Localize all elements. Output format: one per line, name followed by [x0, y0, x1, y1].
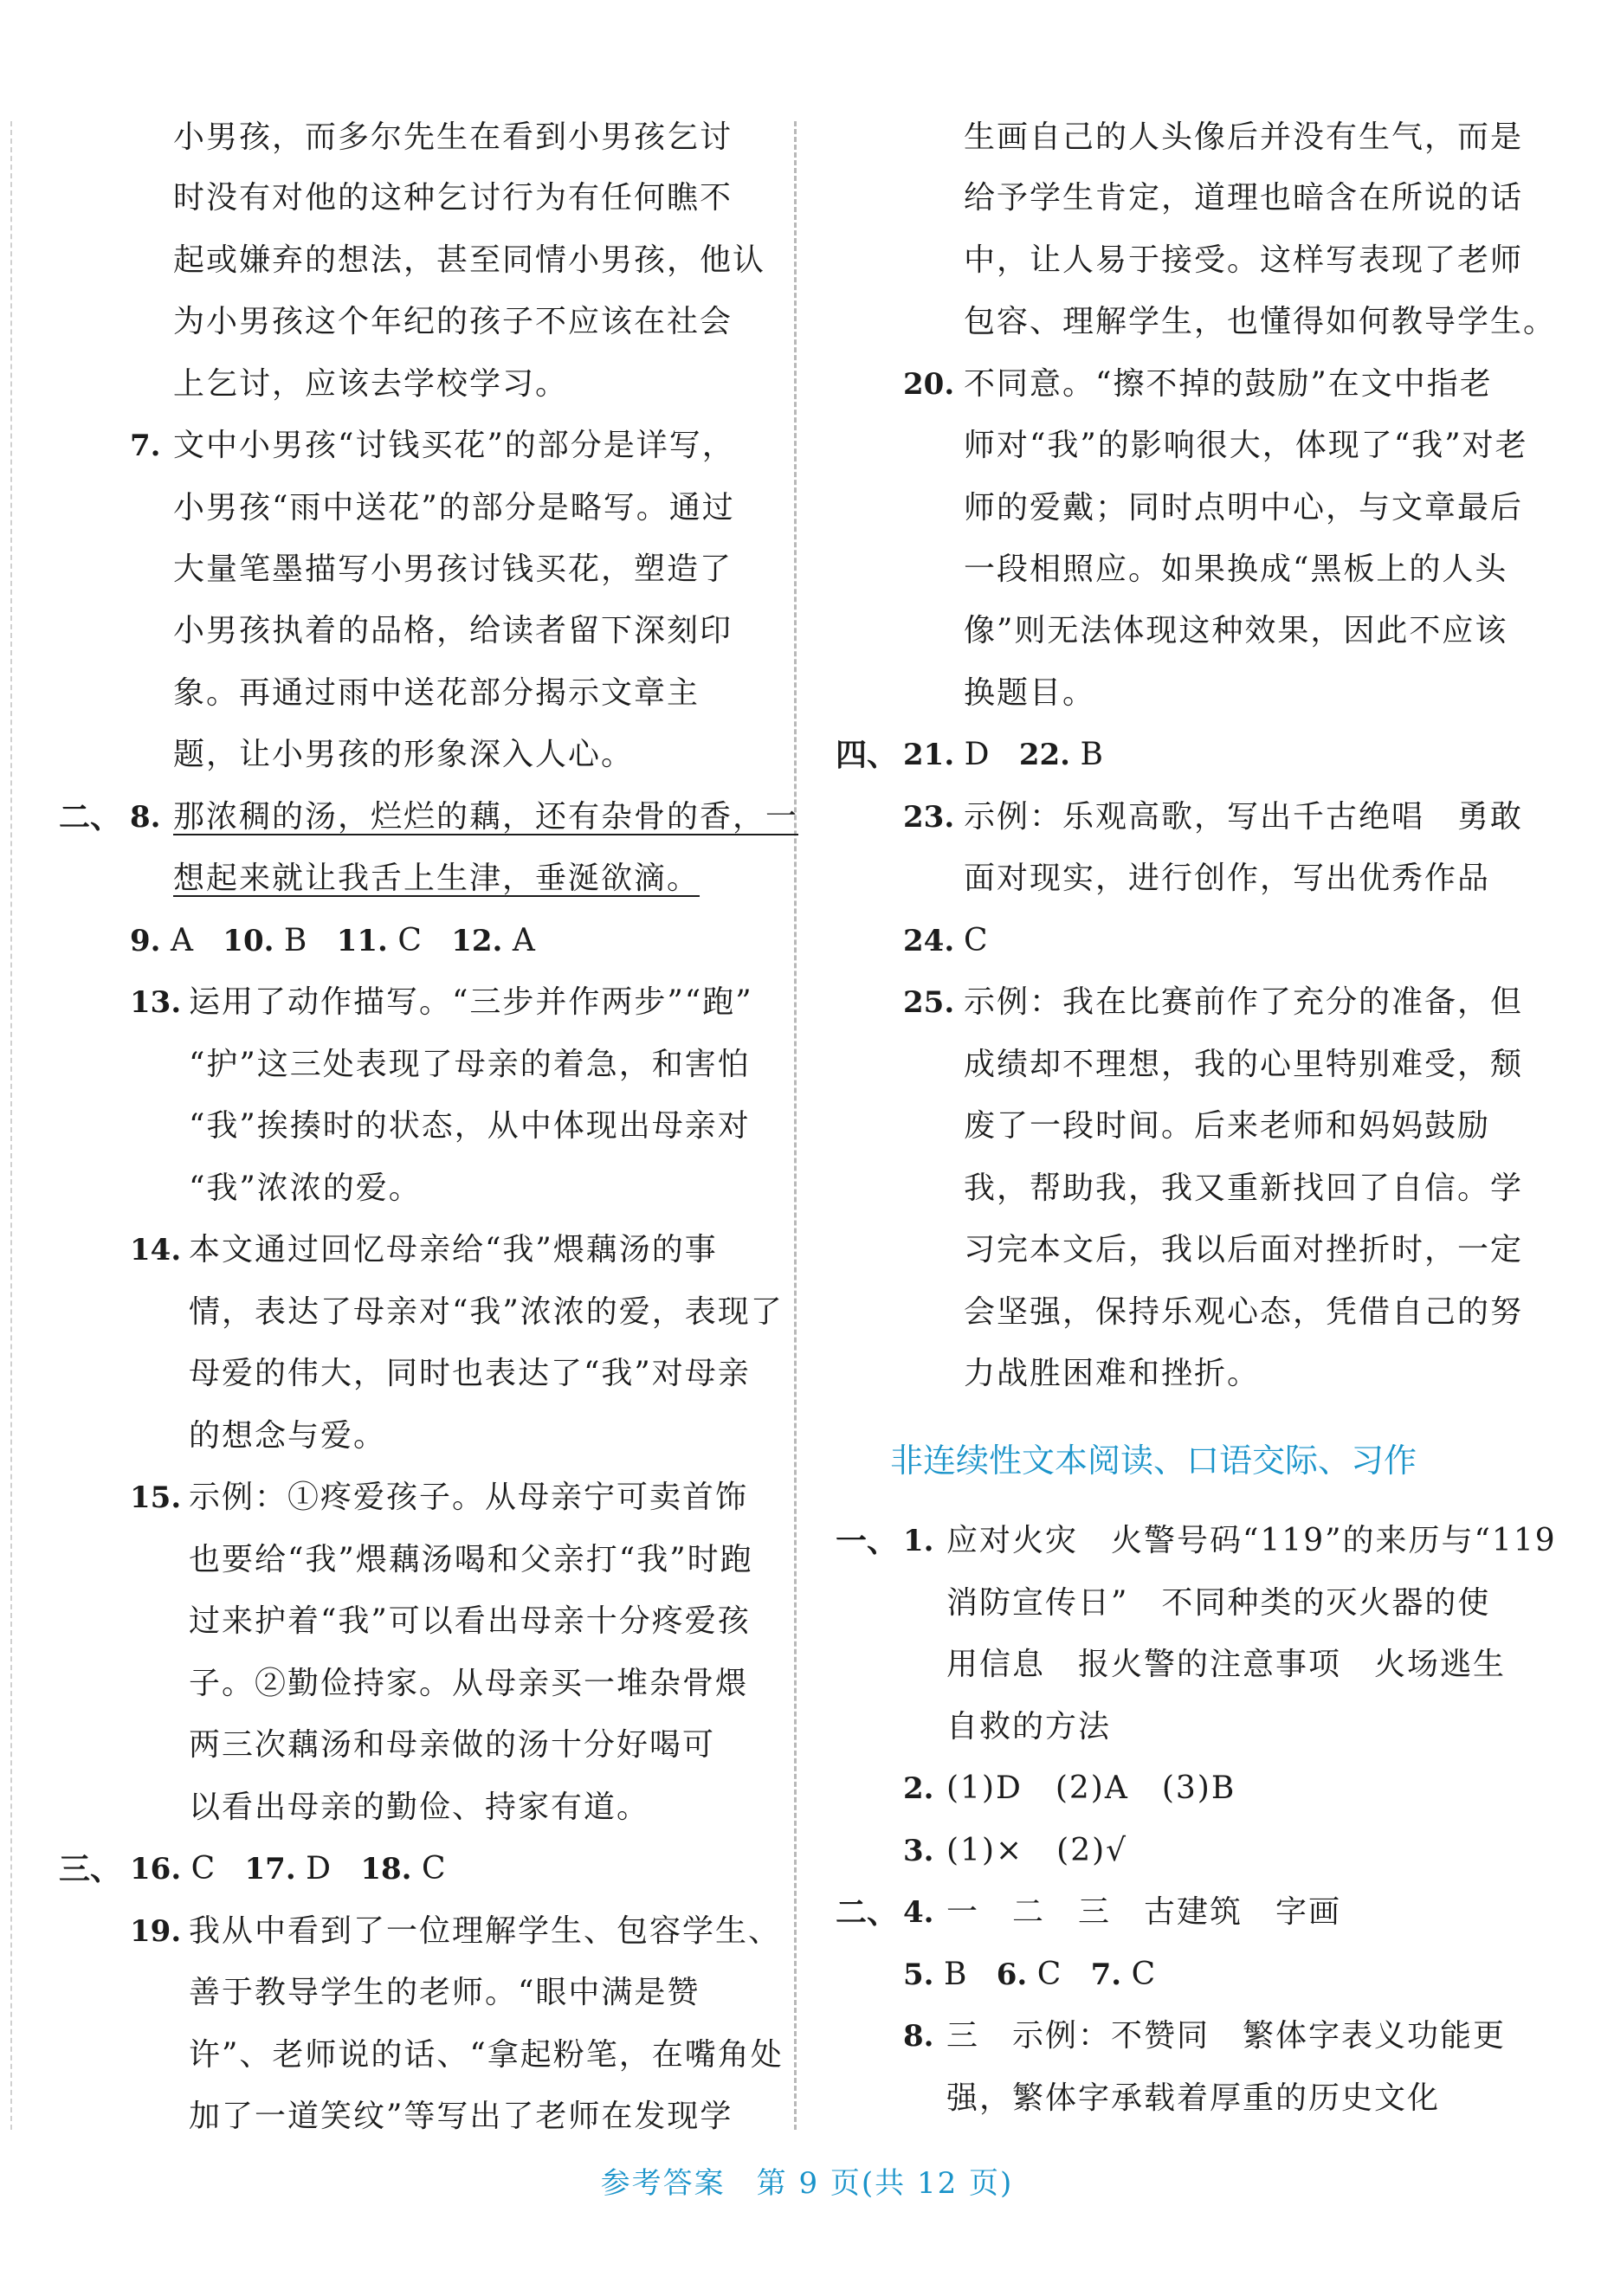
text-line: 我从中看到了一位理解学生、包容学生、: [189, 1913, 782, 1949]
text-line: 小男孩执着的品格，给读者留下深刻印: [173, 613, 733, 648]
text-line: 师的爱戴；同时点明中心，与文章最后: [964, 490, 1524, 526]
text-line: 面对现实，进行创作，写出优秀作品: [964, 861, 1491, 896]
text-line: 习完本文后，我以后面对挫折时，一定: [964, 1232, 1524, 1267]
question-number: 25.: [903, 985, 955, 1020]
text-line: 示例：我在比赛前作了充分的准备，但: [964, 984, 1524, 1020]
answer: (1)D (2)A (3)B: [946, 1770, 1236, 1806]
answer: 一 二 三 古建筑 字画: [946, 1894, 1342, 1930]
text-line: 小男孩“雨中送花”的部分是略写。通过: [173, 490, 735, 526]
page-footer: 参考答案 第 9 页(共 12 页): [600, 2166, 1014, 2201]
text-line: 母爱的伟大，同时也表达了“我”对母亲: [189, 1356, 751, 1391]
text-line: 强，繁体字承载着厚重的历史文化: [946, 2080, 1441, 2116]
question-number: 12.: [451, 924, 503, 958]
answer: B: [943, 1957, 967, 1992]
text-line: “我”浓浓的爱。: [189, 1171, 422, 1206]
section-marker-2: 二、: [59, 799, 122, 835]
text-line: 我，帮助我，我又重新找回了自信。学: [964, 1171, 1524, 1206]
answer: C: [421, 1851, 446, 1886]
text-line: 小男孩，而多尔先生在看到小男孩乞讨: [173, 119, 733, 155]
question-number: 7.: [1090, 1957, 1122, 1992]
text-line: 像”则无法体现这种效果，因此不应该: [964, 613, 1508, 648]
section-marker-1: 一、: [836, 1523, 899, 1559]
question-number: 7.: [130, 429, 161, 463]
question-number: 2.: [903, 1771, 934, 1806]
text-line: 象。再通过雨中送花部分揭示文章主: [173, 675, 700, 711]
answer: C: [1036, 1957, 1062, 1992]
text-line: 也要给“我”煨藕汤喝和父亲打“我”时跑: [189, 1542, 753, 1577]
text-line: 中，让人易于接受。这样写表现了老师: [964, 242, 1524, 278]
text-line: 换题目。: [964, 675, 1096, 711]
question-number: 16.: [130, 1852, 182, 1886]
answer: C: [1131, 1957, 1156, 1992]
text-line: 成绩却不理想，我的心里特别难受，颓: [964, 1047, 1524, 1082]
question-number: 10.: [223, 924, 274, 958]
question-number: 21.: [903, 738, 955, 772]
choice-answers-5-7: [903, 1956, 1155, 1994]
text-line: 给予学生肯定，道理也暗含在所说的话: [964, 180, 1524, 216]
text-line: 上乞讨，应该去学校学习。: [173, 366, 569, 402]
column-divider: [794, 121, 797, 2130]
choice-answers-9-12: [130, 922, 535, 960]
question-number: 18.: [360, 1852, 412, 1886]
answer: A: [170, 923, 193, 958]
text-line: 题，让小男孩的形象深入人心。: [173, 737, 635, 772]
text-line: 不同意。“擦不掉的鼓励”在文中指老: [964, 366, 1493, 402]
underlined-quote: 想起来就让我舌上生津，垂涎欲滴。: [173, 861, 700, 896]
text-line: 以看出母亲的勤俭、持家有道。: [189, 1790, 650, 1825]
text-line: 许”、老师说的话、“拿起粉笔，在嘴角处: [189, 2037, 784, 2073]
text-line: 包容、理解学生，也懂得如何教导学生。: [964, 304, 1557, 339]
answer: B: [283, 923, 307, 958]
answer: C: [397, 923, 422, 958]
question-number: 4.: [903, 1895, 934, 1930]
question-number: 24.: [903, 924, 955, 958]
answer: B: [1080, 737, 1103, 772]
section-marker-4: 四、: [836, 737, 899, 773]
text-line: 加了一道笑纹”等写出了老师在发现学: [189, 2099, 733, 2134]
text-line: 时没有对他的这种乞讨行为有任何瞧不: [173, 180, 733, 216]
choice-answers-21-22: [903, 736, 1103, 774]
question-number: 22.: [1018, 738, 1070, 772]
text-line: 废了一段时间。后来老师和妈妈鼓励: [964, 1108, 1491, 1144]
text-line: 示例：乐观高歌，写出千古绝唱 勇敢: [964, 799, 1524, 835]
text-line: 的想念与爱。: [189, 1418, 387, 1454]
question-number: 3.: [903, 1834, 934, 1868]
text-line: “护”这三处表现了母亲的着急，和害怕: [189, 1047, 751, 1082]
text-line: 生画自己的人头像后并没有生气，而是: [964, 119, 1524, 155]
section-heading: 非连续性文本阅读、口语交际、习作: [890, 1441, 1417, 1480]
text-line: 三 示例：不赞同 繁体字表义功能更: [946, 2018, 1507, 2054]
text-line: 自救的方法: [946, 1709, 1112, 1745]
answer: A: [512, 923, 535, 958]
text-line: 起或嫌弃的想法，甚至同情小男孩，他认: [173, 242, 766, 278]
binding-dash-line: [10, 121, 12, 2130]
text-line: 用信息 报火警的注意事项 火场逃生: [946, 1647, 1507, 1682]
text-line: 文中小男孩“讨钱买花”的部分是详写，: [173, 428, 735, 463]
question-number: 6.: [996, 1957, 1028, 1992]
text-line: 力战胜困难和挫折。: [964, 1356, 1261, 1391]
text-line: 为小男孩这个年纪的孩子不应该在社会: [173, 304, 733, 339]
question-number: 17.: [244, 1852, 296, 1886]
question-number: 8.: [903, 2019, 934, 2054]
text-line: 应对火灾 火警号码“119”的来历与“119: [946, 1523, 1557, 1558]
text-line: “我”挨揍时的状态，从中体现出母亲对: [189, 1108, 751, 1144]
answer: D: [964, 737, 990, 772]
question-number: 15.: [130, 1480, 182, 1515]
question-number: 1.: [903, 1524, 934, 1558]
text-line: 本文通过回忆母亲给“我”煨藕汤的事: [189, 1232, 718, 1267]
question-number: 8.: [130, 800, 161, 835]
section-marker-2b: 二、: [836, 1894, 899, 1931]
text-line: 大量笔墨描写小男孩讨钱买花，塑造了: [173, 551, 733, 587]
choice-answers-16-18: [130, 1850, 445, 1888]
text-line: 示例：①疼爱孩子。从母亲宁可卖首饰: [189, 1480, 749, 1515]
underlined-quote: 那浓稠的汤，烂烂的藕，还有杂骨的香，一: [173, 799, 799, 835]
answer: C: [964, 923, 990, 958]
question-number: 20.: [903, 367, 955, 402]
question-number: 14.: [130, 1233, 182, 1267]
question-number: 5.: [903, 1957, 934, 1992]
text-line: 善于教导学生的老师。“眼中满是赞: [189, 1975, 700, 2010]
answer: D: [306, 1851, 331, 1886]
text-line: 消防宣传日” 不同种类的灭火器的使: [946, 1585, 1491, 1621]
question-number: 11.: [336, 924, 388, 958]
text-line: 运用了动作描写。“三步并作两步”“跑”: [189, 984, 753, 1020]
section-marker-3: 三、: [59, 1851, 122, 1887]
text-line: 一段相照应。如果换成“黑板上的人头: [964, 551, 1508, 587]
text-line: 情，表达了母亲对“我”浓浓的爱，表现了: [189, 1294, 784, 1330]
text-line: 会坚强，保持乐观心态，凭借自己的努: [964, 1294, 1524, 1330]
question-number: 19.: [130, 1914, 182, 1949]
text-line: 师对“我”的影响很大，体现了“我”对老: [964, 428, 1528, 463]
question-number: 9.: [130, 924, 161, 958]
answer: C: [190, 1851, 216, 1886]
text-line: 两三次藕汤和母亲做的汤十分好喝可: [189, 1727, 716, 1763]
question-number: 23.: [903, 800, 955, 835]
question-number: 13.: [130, 985, 182, 1020]
answer: (1)× (2)√: [946, 1833, 1128, 1868]
text-line: 子。②勤俭持家。从母亲买一堆杂骨煨: [189, 1666, 749, 1701]
text-line: 过来护着“我”可以看出母亲十分疼爱孩: [189, 1603, 751, 1639]
